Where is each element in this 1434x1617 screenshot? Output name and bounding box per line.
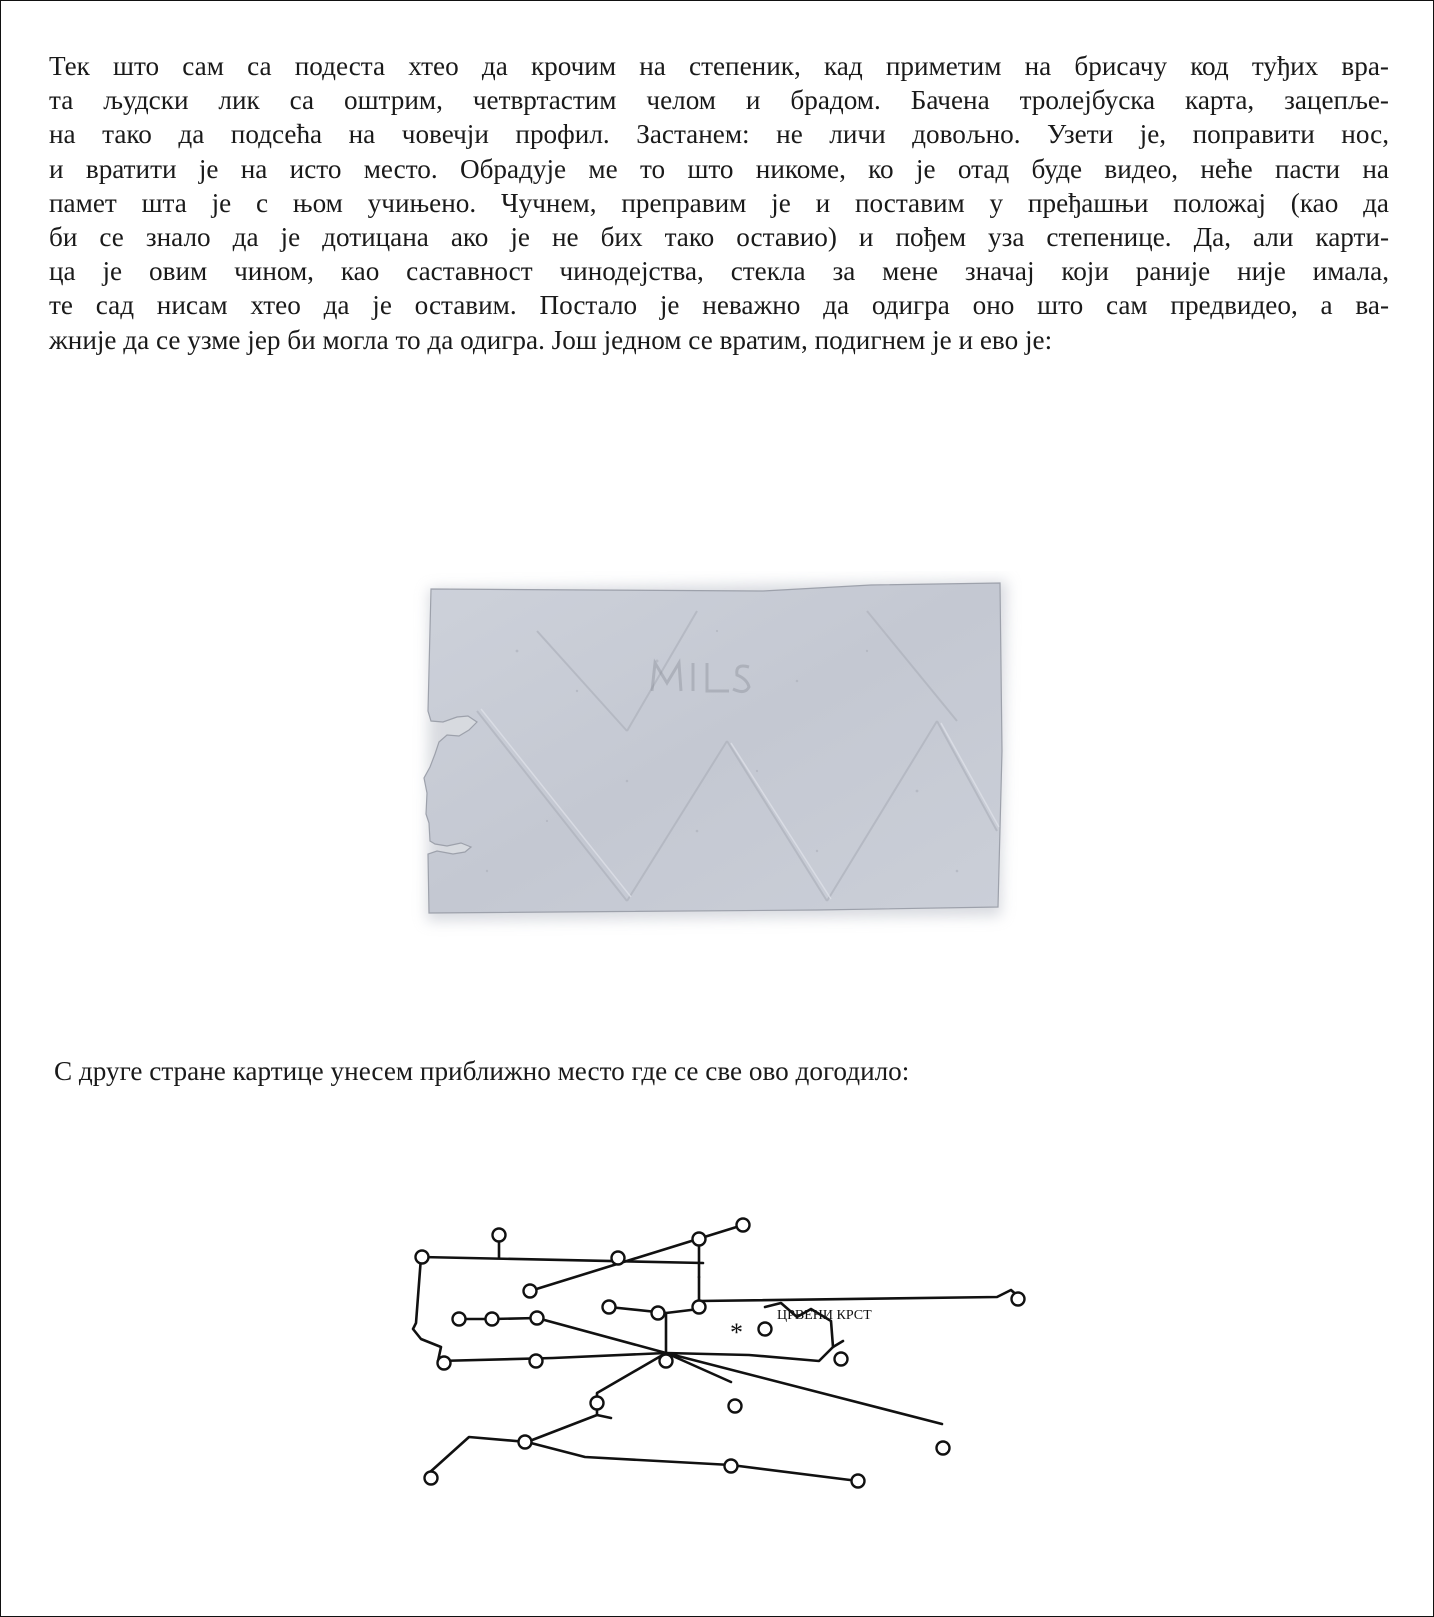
paragraph-line: памет шта је с њом учињено. Чучнем, преправим је и поставим у пређашњи положај (као да — [49, 187, 1389, 218]
map-caption: С друге стране картице унесем приближно место где се све ово догодило: — [54, 1056, 910, 1086]
paragraph-line: на тако да подсећа на човечји профил. Застанем: не личи довољно. Узети је, поправити нос, — [49, 119, 1389, 150]
paragraph-line: та људски лик са оштрим, четвртастим челом и брадом. Бачена тролејбуска карта, зацепље- — [49, 85, 1389, 116]
story-paragraph — [49, 49, 1389, 357]
route-map-drawing — [401, 1211, 1041, 1501]
ticket-illustration — [397, 571, 1057, 961]
ticket-body — [424, 583, 1002, 913]
paragraph-line: Тек што сам са подеста хтео да крочим на степеник, кад приметим на брисачу код туђих вра- — [49, 51, 1389, 81]
paragraph-line: жније да се узме јер би могла то да одигра. Још једном се вратим, подигнем је и ево је: — [49, 324, 1053, 355]
route-lines — [413, 1225, 1019, 1481]
map-label-crveni-krst: ЦРВЕНИ КРСТ — [777, 1308, 872, 1323]
paragraph-line: ца је овим чином, као саставност чинодејства, стекла за мене значај који раније није имала, — [49, 256, 1389, 287]
route-map — [401, 1211, 1041, 1501]
paragraph-line: те сад нисам хтео да је оставим. Постало је неважно да одигра оно што сам предвидео, а ва- — [49, 290, 1389, 321]
paragraph-line: би се знало да је дотицана ако је не бих тако оставио) и пођем уза степенице. Да, али карти- — [49, 222, 1389, 253]
trolleybus-ticket-photo — [397, 571, 1057, 961]
paragraph-line: и вратити је на исто место. Обрадује ме то што никоме, ко је отад буде видео, неће пасти на — [49, 153, 1389, 184]
location-marker-icon: * — [730, 1318, 743, 1347]
